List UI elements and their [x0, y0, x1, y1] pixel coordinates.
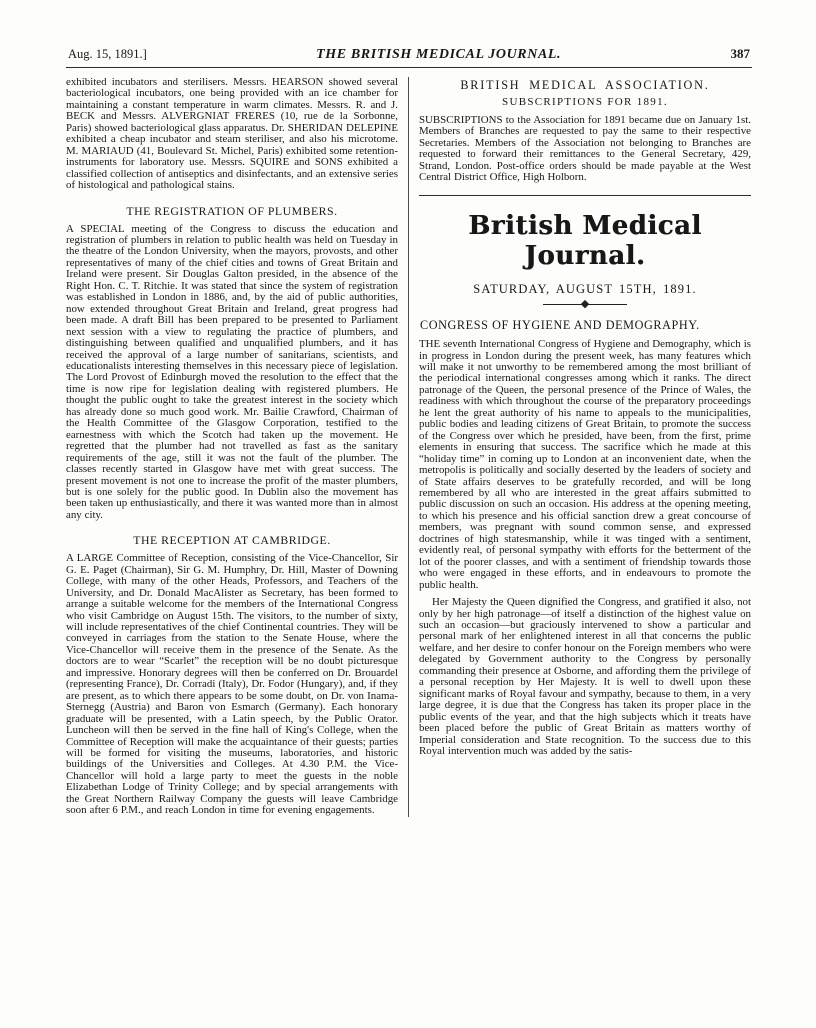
section-title-registration-of-plumbers: THE REGISTRATION OF PLUMBERS.: [126, 203, 338, 218]
page-number: 387: [730, 46, 750, 61]
journal-title: THE BRITISH MEDICAL JOURNAL.: [316, 47, 562, 62]
paragraph-reception-at-cambridge: A LARGE Committee of Reception, consisting of the Vice-Chancellor, Sir G. E. Paget (Chairman), Sir G. M. Humphry, Dr. Hill, Master of Downing College, with many of the other Heads, Professors, and Teachers of the University, and Dr. Donald MacAlister as Secretary, has been formed to arrange a suitable welcome for the members of the International Congress who visit Cambridge on August 15th. The visitors, to the number of sixty, will include representatives of the chief Continental countries. They will be conveyed in carriages from the station to the Senate House, where the Vice-Chancellor will receive them in the presence of the Senate. As the doctors are to wear “Scarlet” the reception will be no doubt picturesque and impressive. Honorary degrees will then be conferred on Dr. Brouardel (representing France), Dr. Corradi (Italy), Dr. Fodor (Hungary), and, if they are present, as to which there appears to be some doubt, on Dr. von Inama-Sternegg (Austria) and Baron von Esmarch (Germany). Each honorary graduate will be presented, with a Latin speech, by the Public Orator. Luncheon will then be served in the fine hall of King's College, when the Committee of Reception will make the acquaintance of their guests; parties will be formed for visiting the museums, laboratories, and historic buildings of the Universities and Colleges. At 4.30 P.M. the Vice-Chancellor will hold a large party to meet the guests in the noble Elizabethan Lodge of Trinity College; and by special arrangements with the Great Northern Railway Company the guests will leave Cambridge soon after 6 P.M., and reach London in time for evening engagements.: [66, 552, 398, 817]
diamond-divider-ornament: [543, 304, 627, 305]
masthead-top-rule: [419, 195, 751, 196]
paragraph-registration-of-plumbers: A SPECIAL meeting of the Congress to discuss the education and registration of plumbers in relation to public health was held on Tuesday in the theatre of the London University, when the mayors, provosts, and other representatives of many of the chief cities and towns of Great Britain and Ireland were present. Sir Douglas Galton presided, in the absence of the Right Hon. C. T. Ritchie. It was stated that since the system of registration was established in London in 1886, and, by the aid of public authorities, now extended throughout Great Britain and Ireland, great progress had been made. A draft Bill has been prepared to be presented to Parliament next session with a view to regulating the practice of plumbers, and distinguishing between qualified and unqualified plumbers, and it has received the approval of a large number of sanitarians, scientists, and educationalists interesting themselves in this necessary piece of legislation. The Lord Provost of Edinburgh moved the resolution to the effect that the time is now ripe for legislation dealing with registered plumbers. He thought the public ought to take the greatest interest in the society which has already done so much good work. Mr. Bailie Crawford, Chairman of the Health Committee of the Glasgow Corporation, testified to the earnestness with which the Scotch had taken up the movement. He regretted that the plumber had not travelled as fast as the sanitary requirements of the age, still it was not the fault of the plumber. The classes recently started in Glasgow have met with great success. The present movement is not one to increase the profit of the master plumbers, but is one solely for the public good. In Dublin also the movement has been taken up enthusiastically, and there it was wanted more than in almost any city.: [66, 222, 398, 521]
paragraph-exhibition-continuation: exhibited incubators and sterilisers. Messrs. HEARSON showed several bacteriological incubators, one being provided with an ice chamber for maintaining a constant temperature in warm climates. Messrs. R. and J. BECK and Messrs. ALVERGNIAT FRERES (10, rue de la Sorbonne, Paris) showed bacteriological glass apparatus. Dr. SHERIDAN DELEPINE exhibited a cheap incubator and steam steriliser, and also his microtome. M. MARIAUD (41, Boulevard St. Michel, Paris) exhibited some retention-instruments for laboratory use. Messrs. SQUIRE and SONS exhibited a classified collection of antiseptics and disinfectants, and an extensive series of histological and pathological stains.: [66, 76, 398, 192]
page-header: [66, 46, 752, 67]
section-title-reception-at-cambridge: THE RECEPTION AT CAMBRIDGE.: [133, 533, 331, 548]
paragraph-subscriptions: SUBSCRIPTIONS to the Association for 1891 became due on January 1st. Members of Branches are requested to pay the same to their respective Secretaries. Members of the Association not belonging to Branches are requested to forward their remittances to the General Secretary, 429, Strand, London. Post-office orders should be made payable at the West Central District Office, High Holborn.: [419, 114, 751, 184]
issue-date-line: SATURDAY, AUGUST 15TH, 1891.: [473, 281, 697, 296]
two-column-layout: [66, 77, 752, 817]
header-issue-date: Aug. 15, 1891.]: [68, 47, 147, 61]
header-rule: [66, 67, 752, 68]
association-title: BRITISH MEDICAL ASSOCIATION.: [460, 78, 710, 92]
leader-paragraph-2: Her Majesty the Queen dignified the Congress, and gratified it also, not only by her high patronage—of itself a distinction of the highest value on such an occasion—but graciously intervened to show a particular and personal mark of her enlightened interest in all that concerns the public welfare, and her desire to confer honour on the Foreign members who were delegated by Government authority to the Congress by personally commanding their presence at Osborne, and affording them the privilege of a personal reception by Her Majesty. It is well to dwell upon these significant marks of Royal favour and sympathy, because to them, in a very large degree, it is due that the Congress has taken its proper place in the public events of the year, and that the high subjects which it treats have been placed before the public of Great Britain as matters worthy of Imperial consideration and State recognition. To the success due to this Royal intervention much was added by the satis-: [419, 596, 751, 757]
association-subtitle: SUBSCRIPTIONS FOR 1891.: [502, 96, 668, 108]
left-column: [66, 77, 398, 817]
column-divider-rule: [408, 77, 409, 817]
leader-article-title: CONGRESS OF HYGIENE AND DEMOGRAPHY.: [420, 318, 700, 333]
right-column: [419, 77, 751, 817]
leader-paragraph-1: THE seventh International Congress of Hygiene and Demography, which is in progress in London during the present week, has many features which will make it not unworthy to be remembered among the most brilliant of the periodical international congresses among which it ranks. The direct patronage of the Queen, the personal presence of the Prince of Wales, the readiness with which throughout the course of the preparatory proceedings he lent the great authority of his name to appeals to the municipalities, public bodies and leading citizens of Great Britain, to promote the success of the Congress over which he presided, have been, from the first, prime elements in ensuring that success. The sacrifice which he made at this “holiday time” in coming up to London at an inconvenient date, when the metropolis is politically and socially deserted by the leaders of society and of State affairs deserves to be gratefully recorded, and will be long remembered by all who are interested in the great affairs submitted to public discussion on such an occasion. His address at the opening meeting, to which his presence and his official sanction drew a great concourse of members, was pregnant with sound common sense, and expressed doctrines of high statesmanship, while it was tinged with a sentiment, evidently real, of personal sympathy with efforts for the betterment of the lot of the poorer classes, and with a sentiment of friendship towards those who were engaged in these efforts, and in endeavours to promote the public health.: [419, 338, 751, 591]
masthead-journal-name: British Medical Journal.: [468, 210, 702, 271]
